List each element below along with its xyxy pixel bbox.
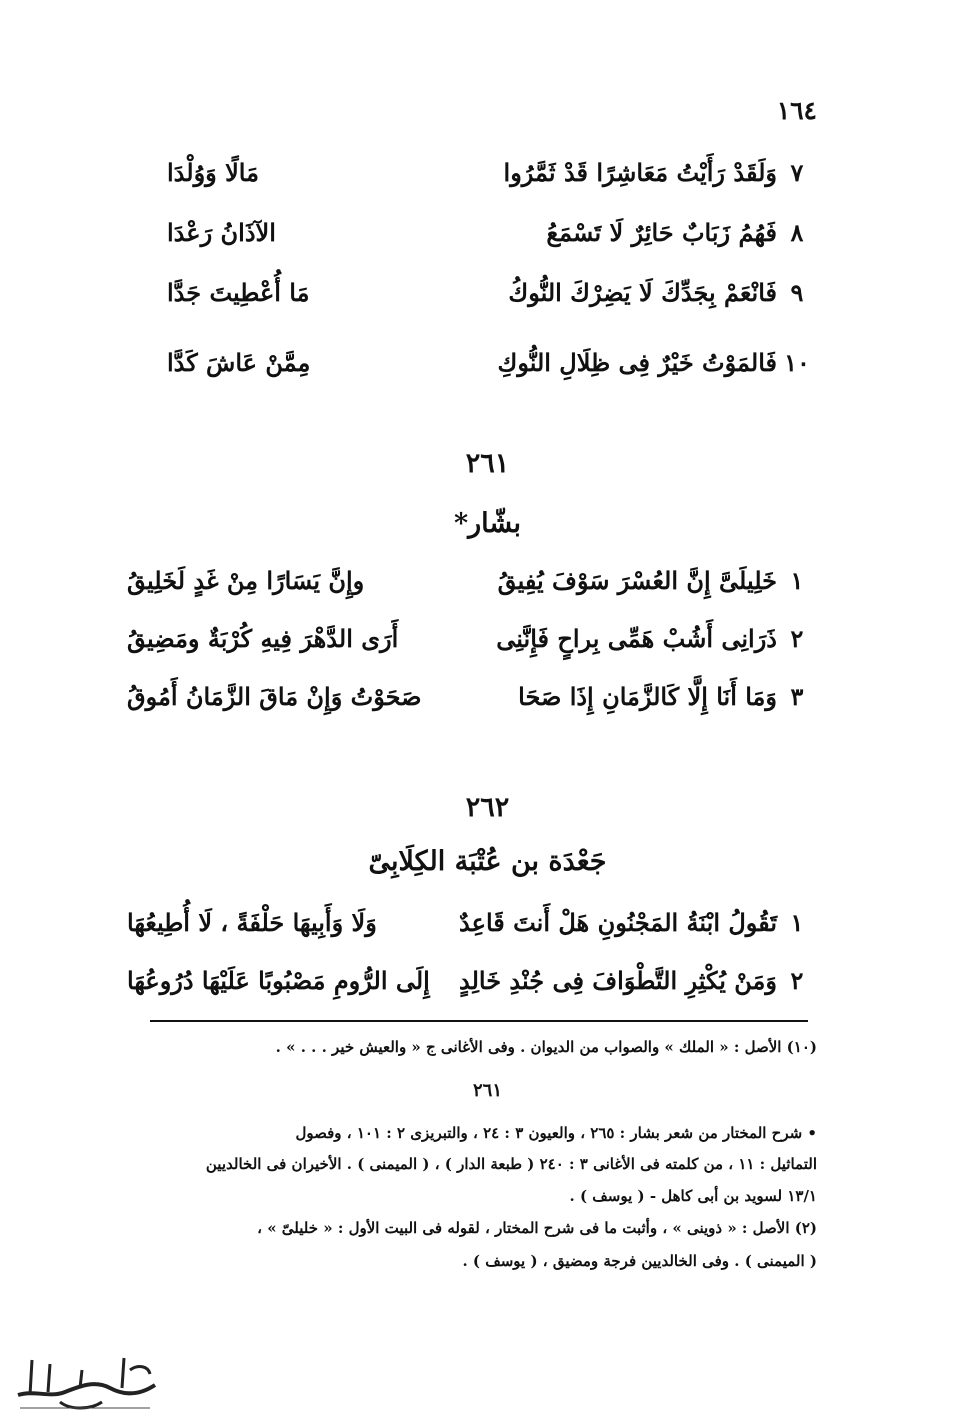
verse-line — [167, 158, 817, 204]
verse-first-hemistich: فَالمَوْتُ خَيْرٌ فِى ظِلَالِ النُّوكِ — [497, 348, 777, 377]
verse-number: ٢ — [790, 624, 804, 653]
verse-number: ٢ — [790, 966, 804, 995]
verse-number: ١ — [790, 566, 804, 595]
page-number: ١٦٤ — [776, 96, 817, 125]
verse-number: ١ — [790, 908, 804, 937]
footnote-line: • شرح المختار من شعر بشار : ٢٦٥ ، والعيون ٣ : ٢٤ ، والتبريزى ٢ : ١٠١ ، وفصول — [295, 1124, 817, 1142]
verse-number: ٩ — [790, 278, 804, 307]
verse-second-hemistich: مَالًا وَوُلْدَا — [167, 158, 259, 187]
verse-first-hemistich: وَمَا أَنَا إِلَّا كَالزَّمَانِ إِذَا صَحَا — [518, 682, 777, 711]
verse-number: ٣ — [790, 682, 804, 711]
verse-line — [167, 218, 817, 264]
verse-first-hemistich: خَلِيلَىَّ إِنَّ العُسْرَ سَوْفَ يُفِيقُ — [497, 566, 777, 595]
verse-number: ١٠ — [784, 348, 810, 377]
footnote-line: ( الميمنى ) . وفى الخالديين فرجة ومضيق ، ( يوسف ) . — [462, 1252, 817, 1270]
verse-first-hemistich: وَمَنْ يُكْثِرِ التَّطْوَافَ فِى جُنْدِ خَالِدٍ — [459, 966, 777, 995]
footnote-10: (١٠) الأصل : « الملك » والصواب من الديوان . وفى الأغانى ج « والعيش خير . . . » . — [275, 1038, 817, 1056]
verse-first-hemistich: فَانْعَمْ بِجَدِّكَ لَا يَضِرْكَ النُّوكُ — [508, 278, 777, 307]
verse-first-hemistich: فَهُمُ زَبَابٌ حَائِرٌ لَا تَسْمَعُ — [546, 218, 777, 247]
calligraphy-logo — [10, 1340, 160, 1415]
footnote-poem-number: ٢٦١ — [472, 1080, 502, 1101]
verse-line — [127, 908, 817, 954]
verse-line — [167, 348, 817, 394]
verse-second-hemistich: أَرَى الدَّهْرَ فِيهِ كُرْبَةٌ ومَضِيقُ — [127, 624, 399, 653]
poet-name: جَعْدَة بن عُتْبَة الكِلَابِىّ — [368, 846, 607, 877]
verse-line — [127, 682, 817, 728]
poem-number: ٢٦٢ — [465, 792, 510, 823]
footnote-line: التماثيل : ١١ ، من كلمته فى الأغانى ٣ : ٢٤٠ ( طبعة الدار ) ، ( الميمنى ) . الأخيران فى الخالديين — [205, 1155, 817, 1173]
poet-name: بشّار* — [454, 508, 521, 539]
verse-first-hemistich: ذَرَانِى أَشُبْ هَمِّى بِراحٍ فَإِنَّنِى — [496, 624, 777, 653]
verse-second-hemistich: صَحَوْتُ وَإِنْ مَاقَ الزَّمَانُ أَمُوقُ — [127, 682, 422, 711]
verse-second-hemistich: مِمَّنْ عَاشَ كَدَّا — [167, 348, 311, 377]
verse-second-hemistich: الآذَانُ رَعْدَا — [167, 218, 276, 247]
verse-second-hemistich: إِلَى الرُّومِ مَصْبُوبًا عَلَيْهَا دُرُوعُهَا — [127, 966, 430, 995]
verse-line — [127, 966, 817, 1012]
footnote-line: ١٣/١ لسويد بن أبى كاهل - ( يوسف ) . — [569, 1187, 817, 1205]
verse-second-hemistich: وإِنَّ يَسَارًا مِنْ غَدٍ لَخَلِيقُ — [127, 566, 365, 595]
poem-number: ٢٦١ — [465, 448, 510, 479]
verse-first-hemistich: وَلَقَدْ رَأَيْتُ مَعَاشِرًا قَدْ ثَمَّرُوا — [503, 158, 777, 187]
verse-line — [127, 566, 817, 612]
verse-number: ٧ — [790, 158, 804, 187]
verse-second-hemistich: مَا أُعْطِيتَ جَدَّا — [167, 278, 310, 307]
verse-second-hemistich: وَلَا وَأَبِيهَا حَلْفَةً ، لَا أُطِيعُهَا — [127, 908, 377, 937]
verse-line — [167, 278, 817, 324]
verse-line — [127, 624, 817, 670]
verse-first-hemistich: تَقُولُ ابْنَةُ المَجْنُونِ هَلْ أَنتَ قَاعِدٌ — [459, 908, 777, 937]
verse-number: ٨ — [790, 218, 804, 247]
footnote-divider — [150, 1020, 808, 1022]
footnote-line: (٢) الأصل : « ذوينى » ، وأثبت ما فى شرح المختار ، لقوله فى البيت الأول : « خليلىّ » ، — [257, 1219, 817, 1237]
